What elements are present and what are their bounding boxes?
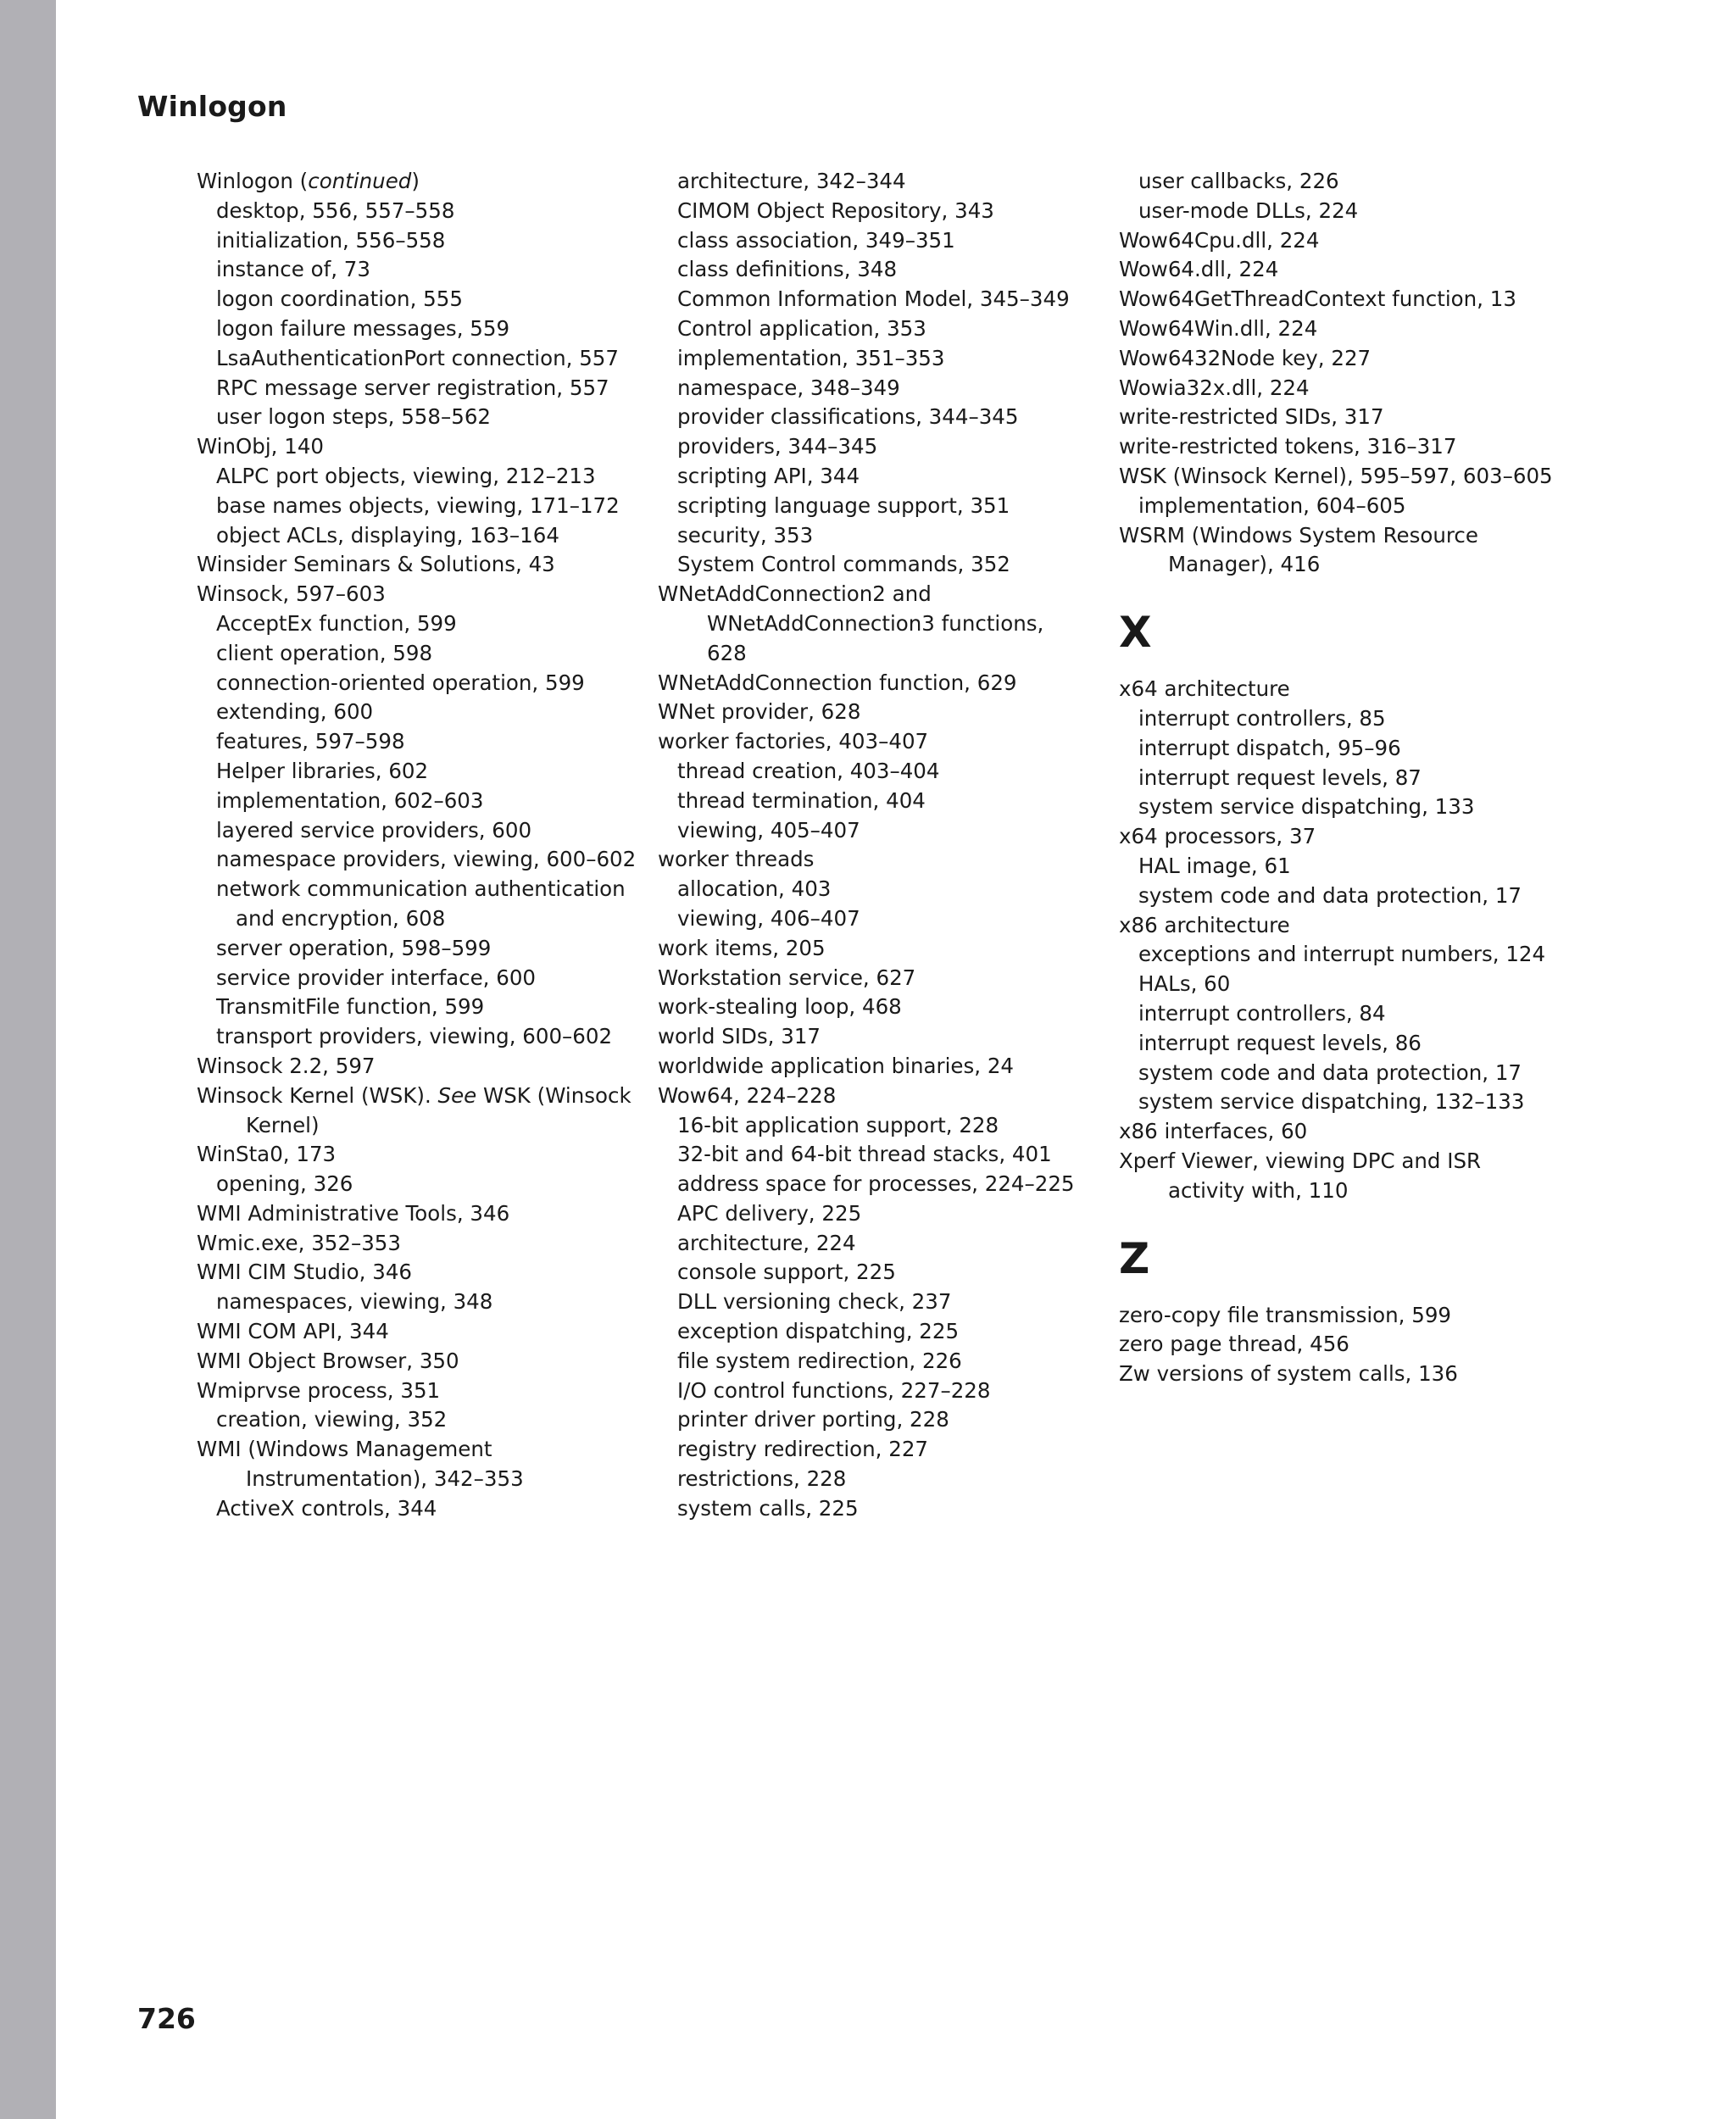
index-subentry: file system redirection, 226 xyxy=(677,1348,962,1373)
index-subentry: registry redirection, 227 xyxy=(677,1437,929,1462)
index-subentry: implementation, 351–353 xyxy=(677,345,945,370)
index-subentry: object ACLs, displaying, 163–164 xyxy=(216,522,559,548)
index-subentry: Helper libraries, 602 xyxy=(216,758,429,783)
index-subentry: console support, 225 xyxy=(677,1260,896,1285)
index-subentry: restrictions, 228 xyxy=(677,1466,847,1492)
index-entry xyxy=(197,1082,637,1111)
index-subentry: user-mode DLLs, 224 xyxy=(1138,197,1359,223)
index-entry: WMI Administrative Tools, 346 xyxy=(197,1200,510,1226)
index-subentry: transport providers, viewing, 600–602 xyxy=(216,1024,613,1049)
index-entry: WMI Object Browser, 350 xyxy=(197,1348,459,1373)
index-subentry: interrupt controllers, 85 xyxy=(1138,705,1386,731)
index-subentry: namespace providers, viewing, 600–602 xyxy=(216,847,637,872)
index-subentry: printer driver porting, 228 xyxy=(677,1407,949,1432)
index-subentry: class association, 349–351 xyxy=(677,227,955,253)
index-entry: write-restricted tokens, 316–317 xyxy=(1119,434,1457,459)
index-subentry: network communication authentication xyxy=(216,876,626,902)
index-entry: worker threads xyxy=(658,847,815,872)
index-entry-continuation: WNetAddConnection3 functions, xyxy=(707,610,1044,636)
index-entry: world SIDs, 317 xyxy=(658,1024,821,1049)
index-subentry: system code and data protection, 17 xyxy=(1138,1060,1522,1085)
index-entry xyxy=(197,167,637,197)
index-subentry: scripting language support, 351 xyxy=(677,492,1010,518)
index-column-1 xyxy=(197,167,637,1524)
index-entry-continuation: 628 xyxy=(707,640,747,665)
index-subentry: ActiveX controls, 344 xyxy=(216,1495,437,1521)
index-subentry: Common Information Model, 345–349 xyxy=(677,286,1070,312)
index-subentry: I/O control functions, 227–228 xyxy=(677,1377,991,1403)
index-subentry: interrupt controllers, 84 xyxy=(1138,1000,1386,1026)
index-subentry: scripting API, 344 xyxy=(677,463,860,488)
index-entry: WNetAddConnection2 and xyxy=(658,581,932,607)
index-subentry: viewing, 406–407 xyxy=(677,905,860,931)
index-subentry: class definitions, 348 xyxy=(677,257,898,282)
index-subentry: creation, viewing, 352 xyxy=(216,1407,448,1432)
index-subentry: namespaces, viewing, 348 xyxy=(216,1289,493,1315)
index-subentry: architecture, 224 xyxy=(677,1230,856,1255)
index-subentry: address space for processes, 224–225 xyxy=(677,1171,1075,1197)
index-entry: Wow64.dll, 224 xyxy=(1119,257,1279,282)
entry-text: Winlogon ( xyxy=(197,169,309,193)
index-subentry: Control application, 353 xyxy=(677,315,926,341)
index-entry: Wmiprvse process, 351 xyxy=(197,1377,441,1403)
page-number: 726 xyxy=(137,2002,196,2035)
running-head: Winlogon xyxy=(137,90,287,123)
index-entry: write-restricted SIDs, 317 xyxy=(1119,404,1384,430)
entry-text: Winsock Kernel (WSK). xyxy=(197,1082,438,1108)
index-subentry: service provider interface, 600 xyxy=(216,965,537,990)
index-entry: Wow64Win.dll, 224 xyxy=(1119,315,1318,341)
index-entry-continuation: Kernel) xyxy=(246,1112,320,1137)
entry-italic-text: See xyxy=(437,1082,477,1108)
index-subentry: AcceptEx function, 599 xyxy=(216,610,457,636)
index-subentry: implementation, 604–605 xyxy=(1138,492,1406,518)
index-subentry: exceptions and interrupt numbers, 124 xyxy=(1138,942,1546,967)
index-subentry: layered service providers, 600 xyxy=(216,817,532,843)
index-subentry: System Control commands, 352 xyxy=(677,552,1010,577)
index-subentry: system code and data protection, 17 xyxy=(1138,882,1522,908)
index-subentry: interrupt request levels, 87 xyxy=(1138,765,1422,790)
page-edge-band xyxy=(0,0,56,2119)
index-entry: Zw versions of system calls, 136 xyxy=(1119,1361,1458,1387)
index-entry: zero page thread, 456 xyxy=(1119,1332,1349,1357)
entry-italic-text: continued xyxy=(308,169,412,193)
index-entry: worker factories, 403–407 xyxy=(658,729,929,754)
index-entry: x86 interfaces, 60 xyxy=(1119,1119,1308,1144)
index-entry: worldwide application binaries, 24 xyxy=(658,1053,1015,1078)
index-entry: Winsock 2.2, 597 xyxy=(197,1053,376,1078)
index-subentry: connection-oriented operation, 599 xyxy=(216,670,585,695)
index-entry: WNet provider, 628 xyxy=(658,699,861,725)
index-subentry: security, 353 xyxy=(677,522,814,548)
index-entry: Winsider Seminars & Solutions, 43 xyxy=(197,552,555,577)
index-entry: Xperf Viewer, viewing DPC and ISR xyxy=(1119,1148,1482,1173)
index-entry: work-stealing loop, 468 xyxy=(658,994,902,1020)
index-subentry: RPC message server registration, 557 xyxy=(216,375,609,400)
index-subentry: viewing, 405–407 xyxy=(677,817,860,843)
index-column-3 xyxy=(1119,167,1577,1389)
index-subentry: features, 597–598 xyxy=(216,729,405,754)
index-subentry: user logon steps, 558–562 xyxy=(216,404,491,430)
index-subentry: server operation, 598–599 xyxy=(216,935,492,960)
index-entry: Wow64Cpu.dll, 224 xyxy=(1119,227,1320,253)
index-subentry: thread termination, 404 xyxy=(677,787,926,813)
section-heading-z: Z xyxy=(1119,1233,1150,1283)
index-subentry: implementation, 602–603 xyxy=(216,787,484,813)
index-subentry: providers, 344–345 xyxy=(677,434,878,459)
index-subentry: system calls, 225 xyxy=(677,1495,859,1521)
index-subentry: 32-bit and 64-bit thread stacks, 401 xyxy=(677,1142,1052,1167)
index-entry: WinSta0, 173 xyxy=(197,1142,337,1167)
index-entry-continuation: and encryption, 608 xyxy=(236,905,446,931)
index-subentry: logon coordination, 555 xyxy=(216,286,463,312)
index-subentry: 16-bit application support, 228 xyxy=(677,1112,999,1137)
index-subentry: interrupt request levels, 86 xyxy=(1138,1030,1422,1055)
index-entry: Workstation service, 627 xyxy=(658,965,916,990)
index-subentry: interrupt dispatch, 95–96 xyxy=(1138,735,1401,760)
index-subentry: user callbacks, 226 xyxy=(1138,169,1339,193)
index-subentry: DLL versioning check, 237 xyxy=(677,1289,952,1315)
index-entry: Wow64GetThreadContext function, 13 xyxy=(1119,286,1516,312)
index-subentry: opening, 326 xyxy=(216,1171,353,1197)
index-entry: Wowia32x.dll, 224 xyxy=(1119,375,1310,400)
index-entry: Wow6432Node key, 227 xyxy=(1119,345,1372,370)
index-entry: WNetAddConnection function, 629 xyxy=(658,670,1017,695)
index-entry: work items, 205 xyxy=(658,935,826,960)
index-entry: WMI (Windows Management xyxy=(197,1437,492,1462)
index-subentry: HALs, 60 xyxy=(1138,971,1231,997)
index-entry: WSK (Winsock Kernel), 595–597, 603–605 xyxy=(1119,463,1553,488)
index-subentry: namespace, 348–349 xyxy=(677,375,900,400)
index-subentry: architecture, 342–344 xyxy=(677,169,906,193)
index-subentry: provider classifications, 344–345 xyxy=(677,404,1019,430)
index-subentry: TransmitFile function, 599 xyxy=(216,994,485,1020)
entry-text: ) xyxy=(411,169,420,193)
index-entry-continuation: activity with, 110 xyxy=(1168,1177,1349,1203)
entry-text: WSK (Winsock xyxy=(476,1082,632,1108)
index-entry: x64 processors, 37 xyxy=(1119,824,1316,849)
index-subentry: exception dispatching, 225 xyxy=(677,1319,960,1344)
index-subentry: system service dispatching, 133 xyxy=(1138,794,1475,820)
index-subentry: desktop, 556, 557–558 xyxy=(216,197,455,223)
index-entry: zero-copy file transmission, 599 xyxy=(1119,1302,1451,1327)
index-entry: x64 architecture xyxy=(1119,676,1290,702)
index-subentry: logon failure messages, 559 xyxy=(216,315,510,341)
index-subentry: thread creation, 403–404 xyxy=(677,758,940,783)
index-subentry: system service dispatching, 132–133 xyxy=(1138,1089,1525,1115)
index-entry-continuation: Manager), 416 xyxy=(1168,552,1321,577)
index-subentry: base names objects, viewing, 171–172 xyxy=(216,492,620,518)
index-entry: WMI CIM Studio, 346 xyxy=(197,1260,413,1285)
section-heading-x: X xyxy=(1119,608,1152,658)
index-subentry: allocation, 403 xyxy=(677,876,832,902)
index-subentry: client operation, 598 xyxy=(216,640,433,665)
index-subentry: instance of, 73 xyxy=(216,257,370,282)
index-entry: Winsock, 597–603 xyxy=(197,581,386,607)
index-entry: WMI COM API, 344 xyxy=(197,1319,389,1344)
index-subentry: LsaAuthenticationPort connection, 557 xyxy=(216,345,619,370)
index-entry: WinObj, 140 xyxy=(197,434,325,459)
index-subentry: CIMOM Object Repository, 343 xyxy=(677,197,994,223)
index-entry: x86 architecture xyxy=(1119,912,1290,937)
index-column-2 xyxy=(658,167,1107,1524)
index-entry: WSRM (Windows System Resource xyxy=(1119,522,1478,548)
index-subentry: extending, 600 xyxy=(216,699,374,725)
index-entry-continuation: Instrumentation), 342–353 xyxy=(246,1466,524,1492)
index-subentry: ALPC port objects, viewing, 212–213 xyxy=(216,463,596,488)
index-subentry: HAL image, 61 xyxy=(1138,853,1291,878)
index-subentry: initialization, 556–558 xyxy=(216,227,446,253)
index-entry: Wmic.exe, 352–353 xyxy=(197,1230,401,1255)
index-subentry: APC delivery, 225 xyxy=(677,1200,862,1226)
index-entry: Wow64, 224–228 xyxy=(658,1082,837,1108)
